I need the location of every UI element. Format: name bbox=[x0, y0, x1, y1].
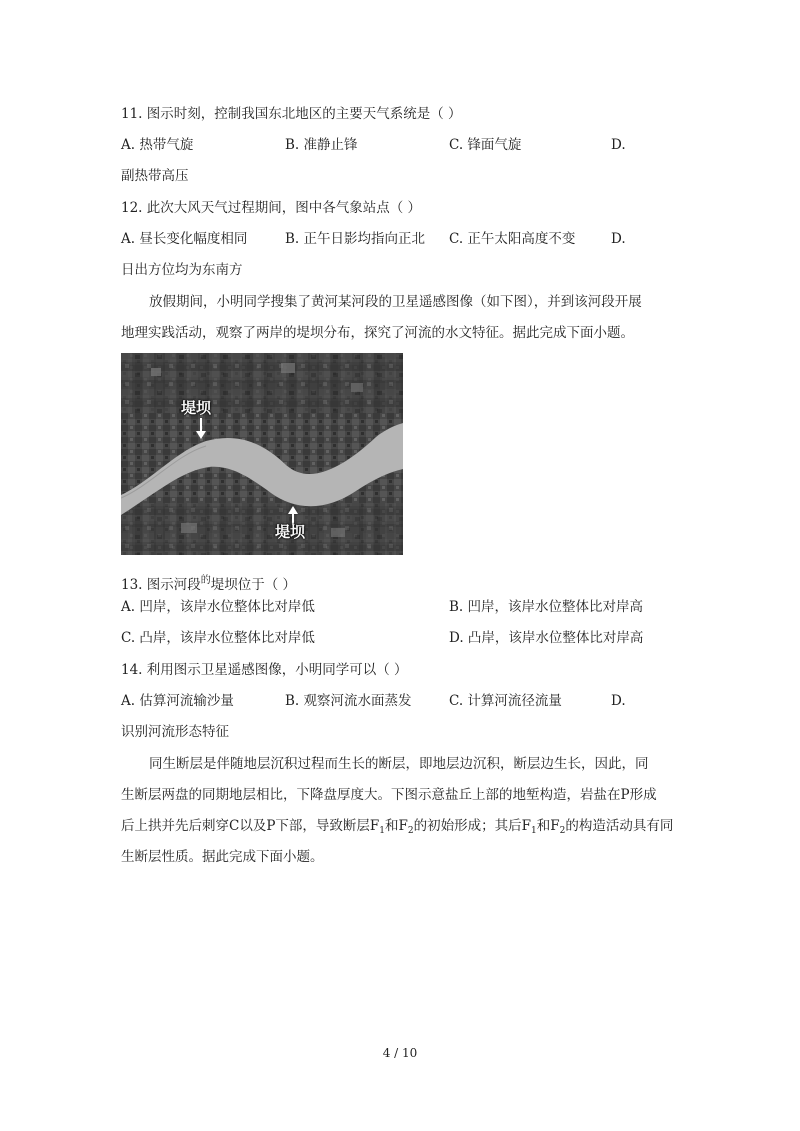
passage2-line3-part-c: 的初始形成；其后F bbox=[413, 818, 531, 834]
q12-option-b: B. 正午日影均指向正北 bbox=[285, 231, 426, 247]
q13-option-b: B. 凹岸，该岸水位整体比对岸高 bbox=[449, 599, 644, 615]
passage2-line3-part-a: 后上拱并先后刺穿C以及P下部，导致断层F bbox=[121, 818, 380, 834]
q14-option-a: A. 估算河流输沙量 bbox=[121, 693, 234, 709]
passage2-line2: 生断层两盘的同期地层相比，下降盘厚度大。下图示意盐丘上部的地堑构造，岩盐在P形成 bbox=[121, 787, 657, 803]
q13-stem-pre: 13. 图示河段 bbox=[121, 577, 201, 593]
passage2-line3-part-e: 的构造活动具有同 bbox=[565, 818, 674, 834]
q14-option-d-letter: D. bbox=[611, 693, 626, 709]
q12-option-d-letter: D. bbox=[611, 231, 626, 247]
passage1-line2: 地理实践活动，观察了两岸的堤坝分布，探究了河流的水文特征。据此完成下面小题。 bbox=[121, 325, 634, 341]
passage2-line3 bbox=[121, 816, 673, 841]
passage2-line3-part-d: 和F bbox=[536, 818, 560, 834]
q11-option-a: A. 热带气旋 bbox=[121, 137, 194, 153]
q14-option-c: C. 计算河流径流量 bbox=[449, 693, 562, 709]
q11-option-b: B. 准静止锋 bbox=[285, 137, 358, 153]
q13-stem-post: 堤坝位于（ ） bbox=[210, 577, 297, 593]
q14-option-d-text: 识别河流形态特征 bbox=[121, 724, 229, 740]
passage2-line1: 同生断层是伴随地层沉积过程而生长的断层，即地层边沉积，断层边生长，因此，同 bbox=[149, 756, 649, 772]
q13-option-c: C. 凸岸，该岸水位整体比对岸低 bbox=[121, 630, 315, 646]
q14-option-b: B. 观察河流水面蒸发 bbox=[285, 693, 412, 709]
q12-stem: 12. 此次大风天气过程期间，图中各气象站点（ ） bbox=[121, 200, 422, 216]
dam-label-top: 堤坝 bbox=[181, 399, 212, 417]
subscript-1: 1 bbox=[531, 826, 537, 836]
q11-option-c: C. 锋面气旋 bbox=[449, 137, 522, 153]
q11-stem: 11. 图示时刻，控制我国东北地区的主要天气系统是（ ） bbox=[121, 106, 462, 122]
passage1-line1: 放假期间，小明同学搜集了黄河某河段的卫星遥感图像（如下图），并到该河段开展 bbox=[149, 294, 642, 310]
passage2-line3-part-b: 和F bbox=[385, 818, 408, 834]
q14-stem: 14. 利用图示卫星遥感图像，小明同学可以（ ） bbox=[121, 662, 408, 678]
q12-option-c: C. 正午太阳高度不变 bbox=[449, 231, 576, 247]
satellite-image bbox=[121, 353, 403, 555]
q12-option-a: A. 昼长变化幅度相同 bbox=[121, 231, 248, 247]
q13-option-a: A. 凹岸，该岸水位整体比对岸低 bbox=[121, 599, 315, 615]
passage2-line4: 生断层性质。据此完成下面小题。 bbox=[121, 849, 324, 865]
q13-option-d: D. 凸岸，该岸水位整体比对岸高 bbox=[449, 630, 644, 646]
subscript-2: 2 bbox=[559, 826, 566, 836]
page-number: 4 / 10 bbox=[382, 1046, 418, 1060]
subscript-2: 2 bbox=[407, 826, 414, 836]
dam-label-bottom: 堤坝 bbox=[275, 523, 306, 541]
q11-option-d-text: 副热带高压 bbox=[121, 168, 189, 184]
q13-stem-mark: 的 bbox=[200, 575, 211, 586]
q13-stem bbox=[121, 571, 296, 595]
satellite-image-drawing bbox=[121, 353, 403, 555]
q11-option-d-letter: D. bbox=[611, 137, 626, 153]
q12-option-d-text: 日出方位均为东南方 bbox=[121, 262, 243, 278]
subscript-1: 1 bbox=[379, 826, 386, 836]
